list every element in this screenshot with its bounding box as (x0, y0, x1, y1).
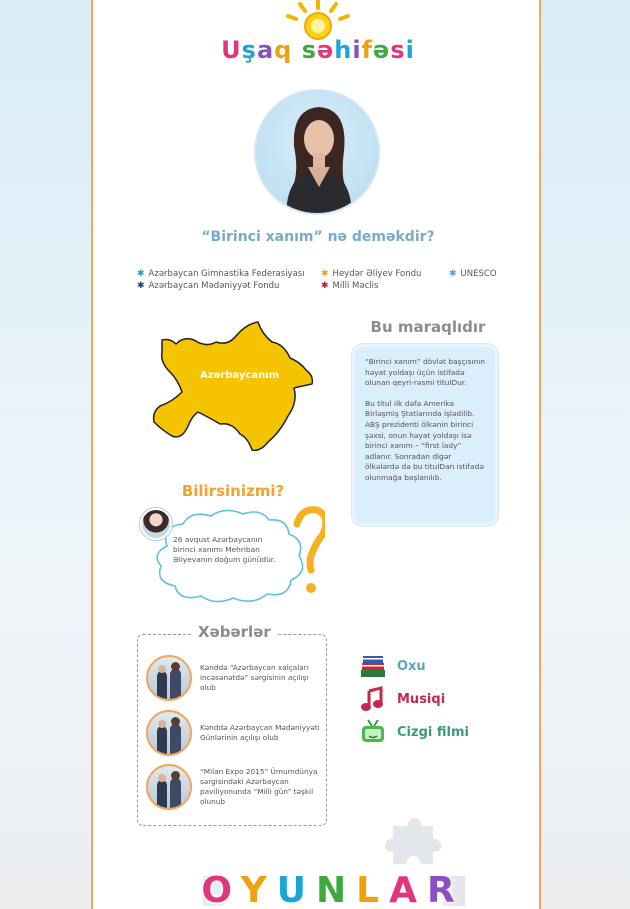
partner-links (137, 269, 517, 295)
games-title: OYUNLAR (201, 870, 465, 909)
news-panel (137, 623, 327, 826)
link-label: Azərbaycan Mədəniyyət Fondu (148, 281, 280, 291)
site-title: Uşaq səhifəsi (221, 36, 415, 64)
azerbaijan-map[interactable] (148, 318, 318, 458)
star-icon: ✱ (137, 268, 145, 279)
interesting-box (355, 347, 495, 523)
avatar (140, 508, 172, 540)
games-banner[interactable] (193, 812, 473, 909)
menu-label: Musiqi (397, 691, 446, 707)
link-heydar-aliyev-foundation[interactable] (321, 269, 421, 279)
interesting-title: Bu maraqlıdır (370, 318, 486, 336)
did-you-know-text: 26 avqust Azərbaycanın birinci xanımı Mehriban Əliyevanın doğum günüdür. (173, 535, 276, 564)
site-logo[interactable] (93, 0, 543, 72)
interesting-paragraph: Bu titul ilk dəfə Amerika Birləşmiş Ştatlarında işlədilib. ABŞ prezidenti ölkənin birinci şəxsi, onun həyat yoldaşı isə birinci xanım – “first lady” adlanır. Sonradan digər ölkələrdə də bu titulDan istifadə olunmağa başlanılıb. (365, 398, 484, 482)
news-thumbnail (146, 655, 192, 701)
news-text: “Milan Expo 2015” Ümumdünya sərgisindəki Azərbaycan paviliyonunda “Milli gün” təşkil olunub (200, 767, 318, 806)
books-icon (359, 652, 387, 680)
tv-icon (359, 718, 387, 746)
page-content (91, 0, 541, 909)
link-label: Azərbaycan Gimnastika Federasiyası (148, 269, 305, 279)
news-item[interactable] (146, 764, 324, 810)
link-unesco[interactable] (449, 269, 497, 279)
news-title: Xəbərlər (193, 623, 276, 641)
menu-item-cizgi-filmi[interactable] (359, 718, 469, 746)
star-icon: ✱ (321, 280, 329, 291)
star-icon: ✱ (321, 268, 329, 279)
map-icon (148, 318, 318, 458)
news-item[interactable] (146, 710, 324, 756)
link-milli-meclis[interactable] (321, 281, 378, 291)
menu-item-oxu[interactable] (359, 652, 426, 680)
interesting-paragraph: “Birinci xanım” dövlət başçısının həyat yoldaşı üçün istifadə olunan qeyri-rəsmi titulDur. (365, 357, 485, 388)
star-icon: ✱ (449, 268, 457, 279)
link-label: Heydər Əliyev Fondu (332, 269, 422, 279)
news-item[interactable] (146, 655, 324, 701)
headline: “Birinci xanım” nə deməkdir? (201, 229, 435, 245)
sun-icon (278, 0, 358, 40)
did-you-know-title: Bilirsinizmi? (181, 482, 285, 500)
portrait-image (256, 91, 380, 215)
music-note-icon (359, 685, 387, 713)
link-gymnastics-federation[interactable] (137, 269, 305, 279)
link-label: Milli Məclis (332, 281, 379, 291)
link-label: UNESCO (460, 269, 497, 279)
news-text: Kənddə “Azərbaycan xalçaları incəsənətdə” sərgisinin açılışı olub (200, 663, 309, 692)
menu-item-musiqi[interactable] (359, 685, 445, 713)
news-thumbnail (146, 710, 192, 756)
link-culture-foundation[interactable] (137, 281, 279, 291)
menu-label: Cizgi filmi (397, 724, 469, 740)
map-label: Azərbaycanım (200, 370, 280, 381)
first-lady-portrait[interactable] (254, 89, 380, 215)
menu-label: Oxu (397, 658, 426, 674)
news-thumbnail (146, 764, 192, 810)
star-icon: ✱ (137, 280, 145, 291)
news-text: Kənddə Azərbaycan Mədəniyyəti Günlərinin açılışı olub (200, 723, 320, 742)
